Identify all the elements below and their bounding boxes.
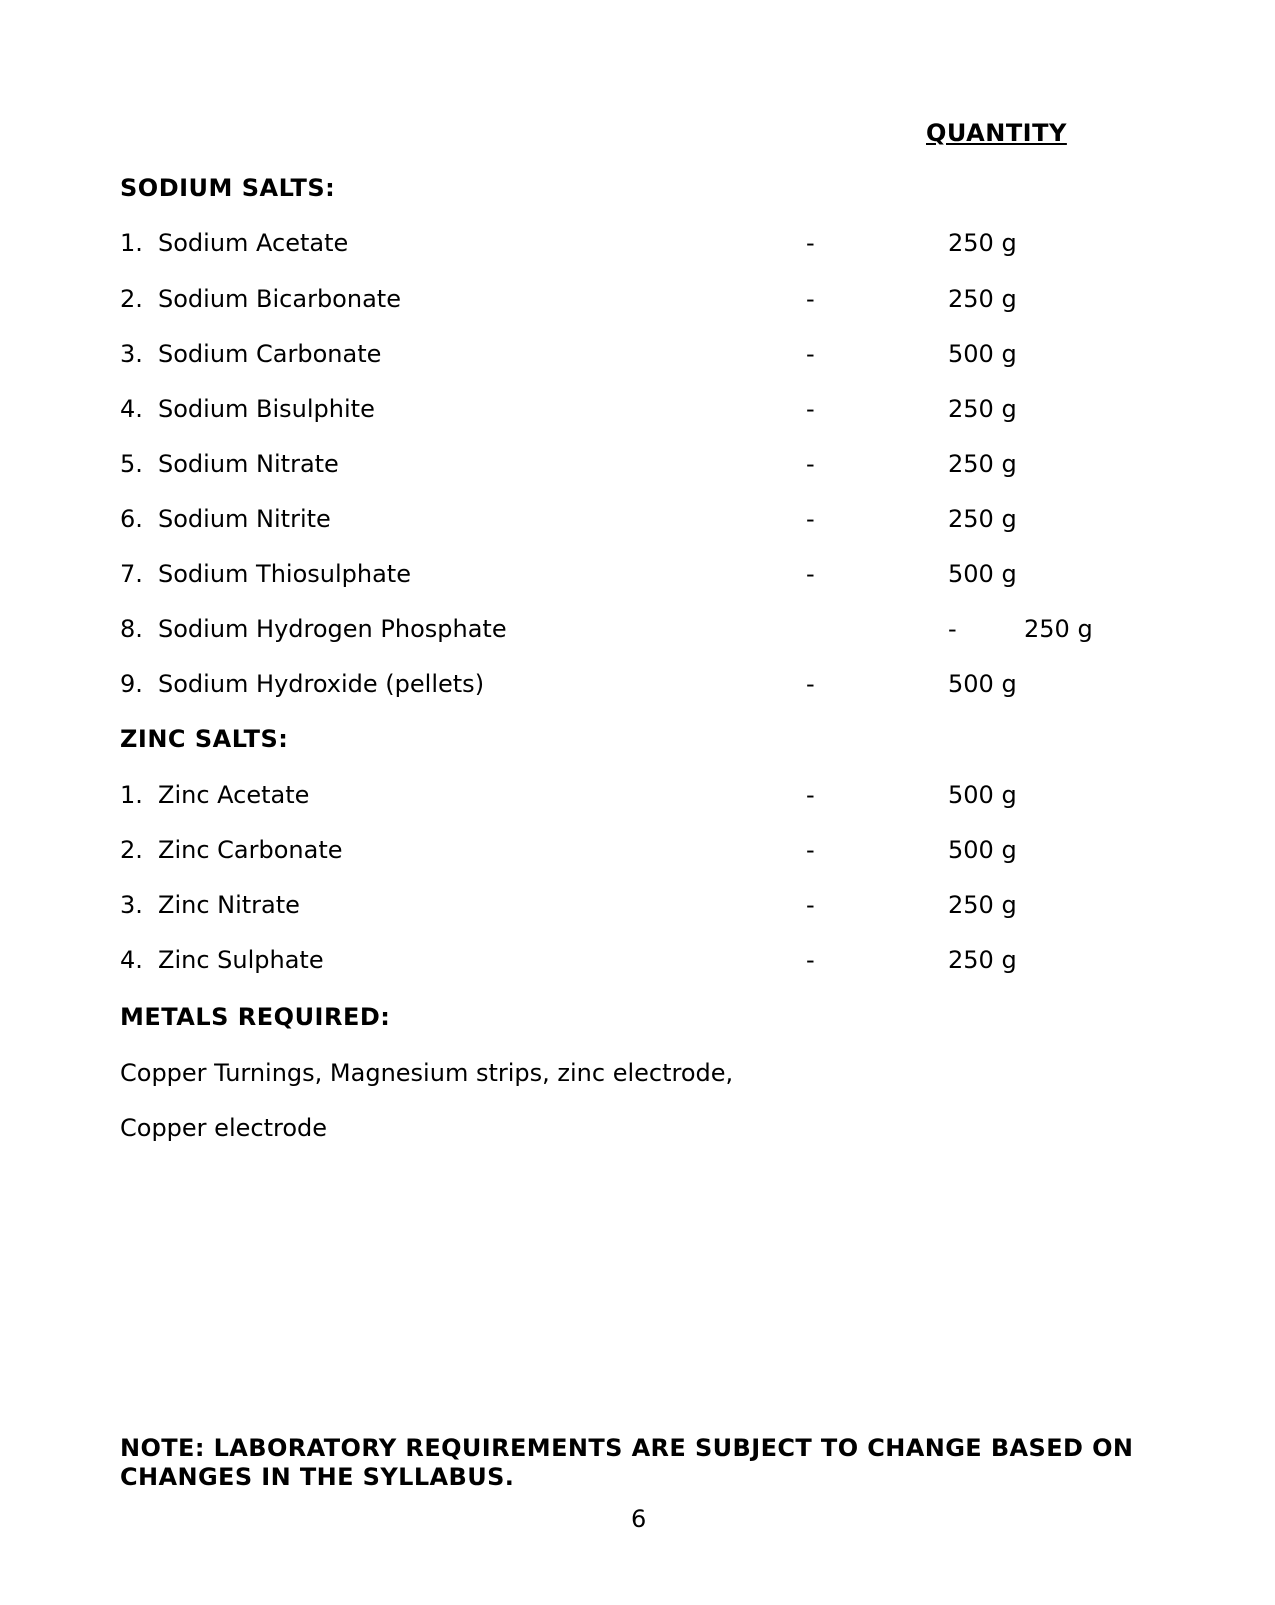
item-number: 3. xyxy=(120,891,143,919)
section-heading-metals-required: METALS REQUIRED: xyxy=(120,1003,391,1031)
item-separator: - xyxy=(806,505,815,533)
item-number: 1. xyxy=(120,229,143,257)
item-number: 6. xyxy=(120,505,143,533)
item-number: 7. xyxy=(120,560,143,588)
item-quantity: 250 g xyxy=(948,946,1017,974)
item-number: 3. xyxy=(120,340,143,368)
list-item xyxy=(120,229,1220,261)
item-name: Zinc Acetate xyxy=(158,781,310,809)
item-separator: - xyxy=(806,229,815,257)
item-number: 4. xyxy=(120,395,143,423)
metals-list-line: Copper electrode xyxy=(120,1114,327,1142)
list-item xyxy=(120,560,1220,592)
quantity-column-header: QUANTITY xyxy=(926,119,1067,147)
item-quantity: 500 g xyxy=(948,670,1017,698)
item-number: 2. xyxy=(120,285,143,313)
metals-list-line: Copper Turnings, Magnesium strips, zinc electrode, xyxy=(120,1059,734,1087)
item-name: Sodium Hydrogen Phosphate xyxy=(158,615,507,643)
page-number: 6 xyxy=(631,1505,647,1533)
item-name: Sodium Nitrate xyxy=(158,450,339,478)
item-number: 5. xyxy=(120,450,143,478)
list-item xyxy=(120,505,1220,537)
item-name: Sodium Bisulphite xyxy=(158,395,375,423)
section-heading-zinc-salts: ZINC SALTS: xyxy=(120,725,289,753)
item-number: 1. xyxy=(120,781,143,809)
item-separator: - xyxy=(806,836,815,864)
item-separator: - xyxy=(806,395,815,423)
item-separator: - xyxy=(806,781,815,809)
item-number: 8. xyxy=(120,615,143,643)
item-number: 2. xyxy=(120,836,143,864)
item-name: Sodium Nitrite xyxy=(158,505,331,533)
item-quantity: 250 g xyxy=(1024,615,1093,643)
item-quantity: 250 g xyxy=(948,229,1017,257)
item-quantity: 500 g xyxy=(948,836,1017,864)
item-separator: - xyxy=(806,450,815,478)
list-item xyxy=(120,836,1220,868)
item-name: Sodium Hydroxide (pellets) xyxy=(158,670,485,698)
item-name: Zinc Sulphate xyxy=(158,946,324,974)
item-separator: - xyxy=(806,285,815,313)
item-number: 4. xyxy=(120,946,143,974)
item-quantity: 250 g xyxy=(948,395,1017,423)
item-name: Sodium Bicarbonate xyxy=(158,285,401,313)
item-separator: - xyxy=(806,560,815,588)
syllabus-note: NOTE: LABORATORY REQUIREMENTS ARE SUBJECT TO CHANGE BASED ON CHANGES IN THE SYLLABUS. xyxy=(120,1434,1134,1491)
item-quantity: 500 g xyxy=(948,340,1017,368)
item-quantity: 250 g xyxy=(948,505,1017,533)
item-quantity: 500 g xyxy=(948,560,1017,588)
list-item xyxy=(120,670,1220,702)
item-name: Zinc Nitrate xyxy=(158,891,300,919)
item-name: Sodium Carbonate xyxy=(158,340,382,368)
item-separator: - xyxy=(806,946,815,974)
list-item xyxy=(120,285,1220,317)
item-separator: - xyxy=(806,891,815,919)
item-quantity: 250 g xyxy=(948,450,1017,478)
item-number: 9. xyxy=(120,670,143,698)
item-separator: - xyxy=(806,670,815,698)
list-item xyxy=(120,340,1220,372)
list-item xyxy=(120,395,1220,427)
section-heading-sodium-salts: SODIUM SALTS: xyxy=(120,174,336,202)
item-quantity: 250 g xyxy=(948,285,1017,313)
item-separator: - xyxy=(806,340,815,368)
item-name: Sodium Acetate xyxy=(158,229,349,257)
item-name: Sodium Thiosulphate xyxy=(158,560,411,588)
list-item xyxy=(120,946,1220,978)
list-item xyxy=(120,891,1220,923)
list-item xyxy=(120,615,1220,647)
list-item xyxy=(120,781,1220,813)
list-item xyxy=(120,450,1220,482)
item-quantity: 500 g xyxy=(948,781,1017,809)
item-separator: - xyxy=(948,615,957,643)
item-name: Zinc Carbonate xyxy=(158,836,343,864)
item-quantity: 250 g xyxy=(948,891,1017,919)
